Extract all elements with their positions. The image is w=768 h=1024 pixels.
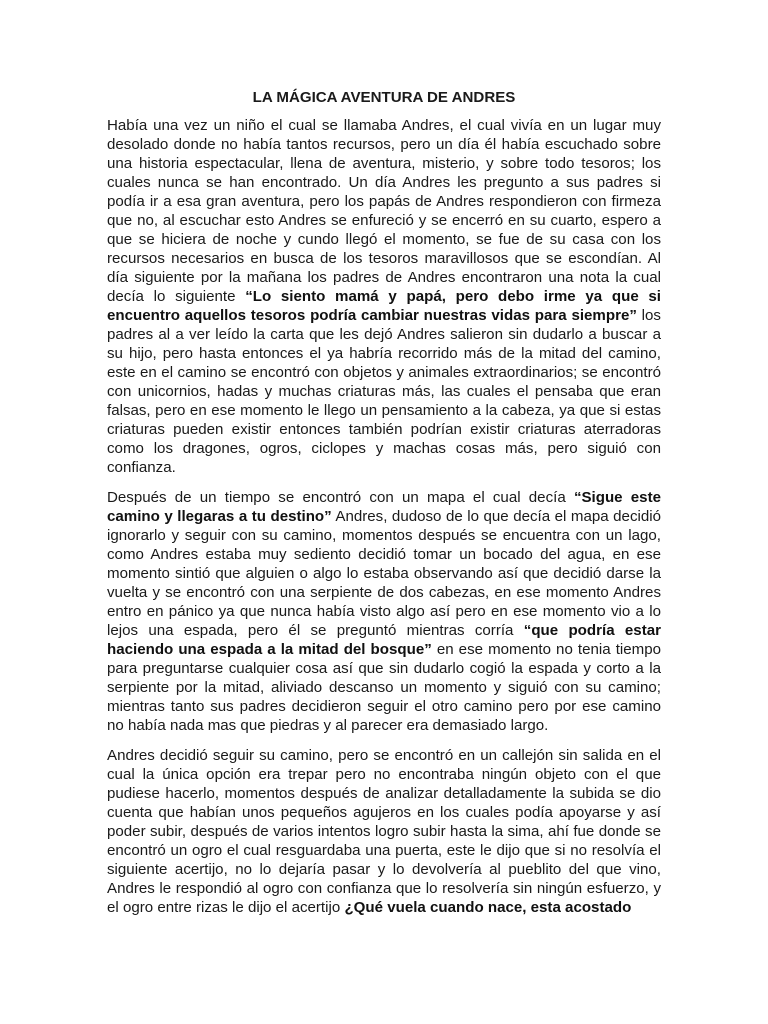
paragraph-text: Había una vez un niño el cual se llamaba Andres, el cual vivía en un lugar muy desolado donde no había tantos recursos, pero un día él había escuchado sobre una historia espectacular, llena de aventura, misterio, y sobre todo tesoros; los cuales nunca se han encontrado. Un día Andres les pregunto a sus padres si podía ir a esa gran aventura, pero los papás de Andres respondieron con firmeza que no, al escuchar esto Andres se enfureció y se encerró en su cuarto, espero a que se hiciera de noche y cundo llegó el momento, se fue de su casa con los recursos necesarios en busca de los tesoros maravillosos que se escondían. Al día siguiente por la mañana los padres de Andres encontraron una nota la cual decía lo siguiente xyxy=(107,117,661,305)
paragraph-text: Después de un tiempo se encontró con un mapa el cual decía xyxy=(107,489,574,506)
paragraph-text: Andres, dudoso de lo que decía el mapa decidió ignorarlo y seguir con su camino, momentos después se encuentra con un lago, como Andres estaba muy sediento decidió tomar un bocado del agua, en ese momento sintió que alguien o algo lo estaba observando así que decidió darse la vuelta y se encontró con una serpiente de dos cabezas, en ese momento Andres entro en pánico ya que nunca había visto algo así pero en ese momento vio a lo lejos una espada, pero él se preguntó mientras corría xyxy=(107,508,661,639)
paragraph-2 xyxy=(107,488,661,735)
paragraph-text: en ese momento no tenia tiempo para preguntarse cualquier cosa así que sin dudarlo cogió la espada y corto a la serpiente por la mitad, aliviado descanso un momento y siguió con su camino; mientras tanto sus padres decidieron seguir el otro camino pero por ese camino no había nada mas que piedras y al parecer era demasiado largo. xyxy=(107,641,661,734)
document-page xyxy=(107,88,661,928)
quote-text: “Lo siento mamá y papá, pero debo irme ya que si encuentro aquellos tesoros podría cambiar nuestras vidas para siempre” xyxy=(107,288,661,324)
quote-text: “Sigue este camino y llegaras a tu destino” xyxy=(107,489,662,525)
paragraph-1 xyxy=(107,116,661,477)
paragraph-text: Andres decidió seguir su camino, pero se encontró en un callejón sin salida en el cual la única opción era trepar pero no encontraba ningún objeto con el que pudiese hacerlo, momentos después de analizar detalladamente la subida se dio cuenta que habían unos pequeños agujeros en los cuales podía apoyarse y así poder subir, después de varios intentos logro subir hasta la sima, ahí fue donde se encontró un ogro el cual resguardaba una puerta, este le dijo que si no resolvía el siguiente acertijo, no lo dejaría pasar y lo devolvería al pueblito del que vino, Andres le respondió al ogro con confianza que lo resolvería sin ningún esfuerzo, y el ogro entre rizas le dijo el acertijo xyxy=(107,747,661,916)
riddle-text: ¿Qué vuela cuando nace, esta acostado xyxy=(344,899,632,916)
quote-text: “que podría estar haciendo una espada a la mitad del bosque” xyxy=(107,622,661,658)
document-title: LA MÁGICA AVENTURA DE ANDRES xyxy=(252,89,516,106)
paragraph-3 xyxy=(107,746,661,917)
paragraph-text: los padres al a ver leído la carta que les dejó Andres salieron sin dudarlo a buscar a su hijo, pero hasta entonces el ya habría recorrido más de la mitad del camino, este en el camino se encontró con objetos y animales extraordinarios; se encontró con unicornios, hadas y muchas criaturas más, las cuales el pensaba que eran falsas, pero en ese momento le llego un pensamiento a la cabeza, ya que si estas criaturas pueden existir entonces también podrían existir criaturas aterradoras como los dragones, ogros, ciclopes y machas cosas más, pero siguió con confianza. xyxy=(107,307,661,476)
